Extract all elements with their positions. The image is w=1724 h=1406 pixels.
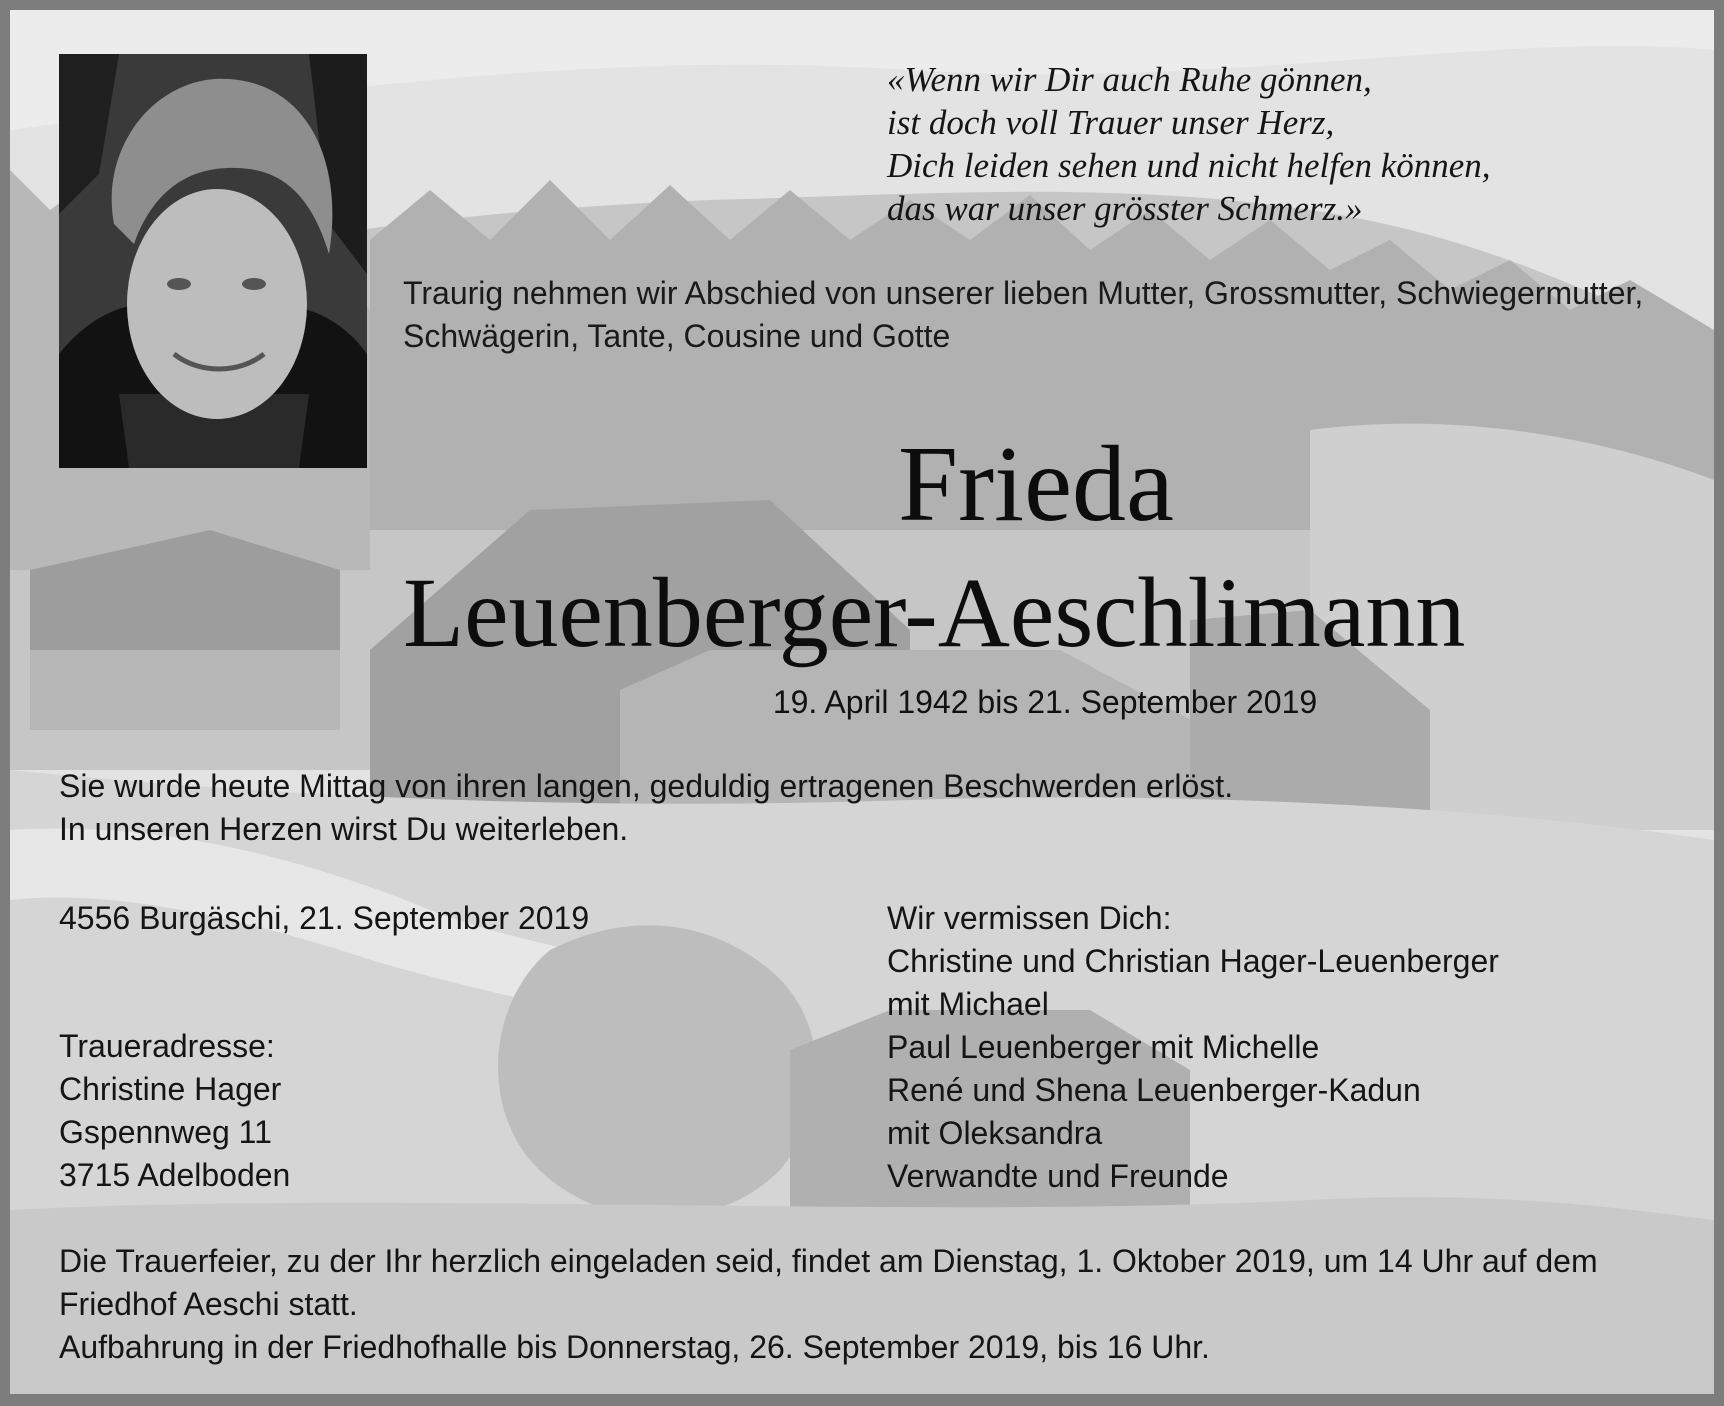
mourner-line: Paul Leuenberger mit Michelle: [887, 1029, 1320, 1065]
mourners-list: [887, 897, 1499, 1198]
mourner-line: mit Oleksandra: [887, 1115, 1103, 1151]
ceremony-info: [59, 1240, 1598, 1369]
mourner-line: René und Shena Leuenberger-Kadun: [887, 1072, 1421, 1108]
mourner-line: Verwandte und Freunde: [887, 1158, 1229, 1194]
ceremony-line: Friedhof Aeschi statt.: [59, 1286, 358, 1322]
quote-line: ist doch voll Trauer unser Herz,: [887, 103, 1335, 142]
intro-line: Schwägerin, Tante, Cousine und Gotte: [403, 318, 951, 354]
mourner-line: Christine und Christian Hager-Leuenberger: [887, 943, 1499, 979]
address-street: Gspennweg 11: [59, 1114, 272, 1150]
quote-line: «Wenn wir Dir auch Ruhe gönnen,: [887, 60, 1372, 99]
message-line: Sie wurde heute Mittag von ihren langen, geduldig ertragenen Beschwerden erlöst.: [59, 768, 1234, 804]
intro-line: Traurig nehmen wir Abschied von unserer lieben Mutter, Grossmutter, Schwiegermutter,: [403, 275, 1644, 311]
ceremony-line: Aufbahrung in der Friedhofhalle bis Donnerstag, 26. September 2019, bis 16 Uhr.: [59, 1329, 1210, 1365]
mourner-line: mit Michael: [887, 986, 1049, 1022]
farewell-intro: [403, 272, 1643, 358]
address-city: 3715 Adelboden: [59, 1157, 291, 1193]
place-date: 4556 Burgäschi, 21. September 2019: [59, 900, 590, 936]
mourners-heading: Wir vermissen Dich:: [887, 900, 1172, 936]
life-dates: 19. April 1942 bis 21. September 2019: [772, 684, 1318, 720]
deceased-given-name: Frieda: [898, 425, 1174, 544]
quote-line: das war unser grösster Schmerz.»: [887, 189, 1363, 228]
deceased-surname: Leuenberger-Aeschlimann: [403, 557, 1466, 668]
address-name: Christine Hager: [59, 1071, 282, 1107]
mourning-address: [59, 1025, 290, 1197]
quote-line: Dich leiden sehen und nicht helfen können,: [887, 146, 1491, 185]
portrait-photo: [59, 54, 367, 468]
passing-message: [59, 765, 1233, 851]
address-label: Traueradresse:: [59, 1028, 275, 1064]
memorial-quote: [887, 58, 1491, 230]
ceremony-line: Die Trauerfeier, zu der Ihr herzlich eingeladen seid, findet am Dienstag, 1. Oktober 2019, um 14 Uhr auf dem: [59, 1243, 1598, 1279]
message-line: In unseren Herzen wirst Du weiterleben.: [59, 811, 629, 847]
